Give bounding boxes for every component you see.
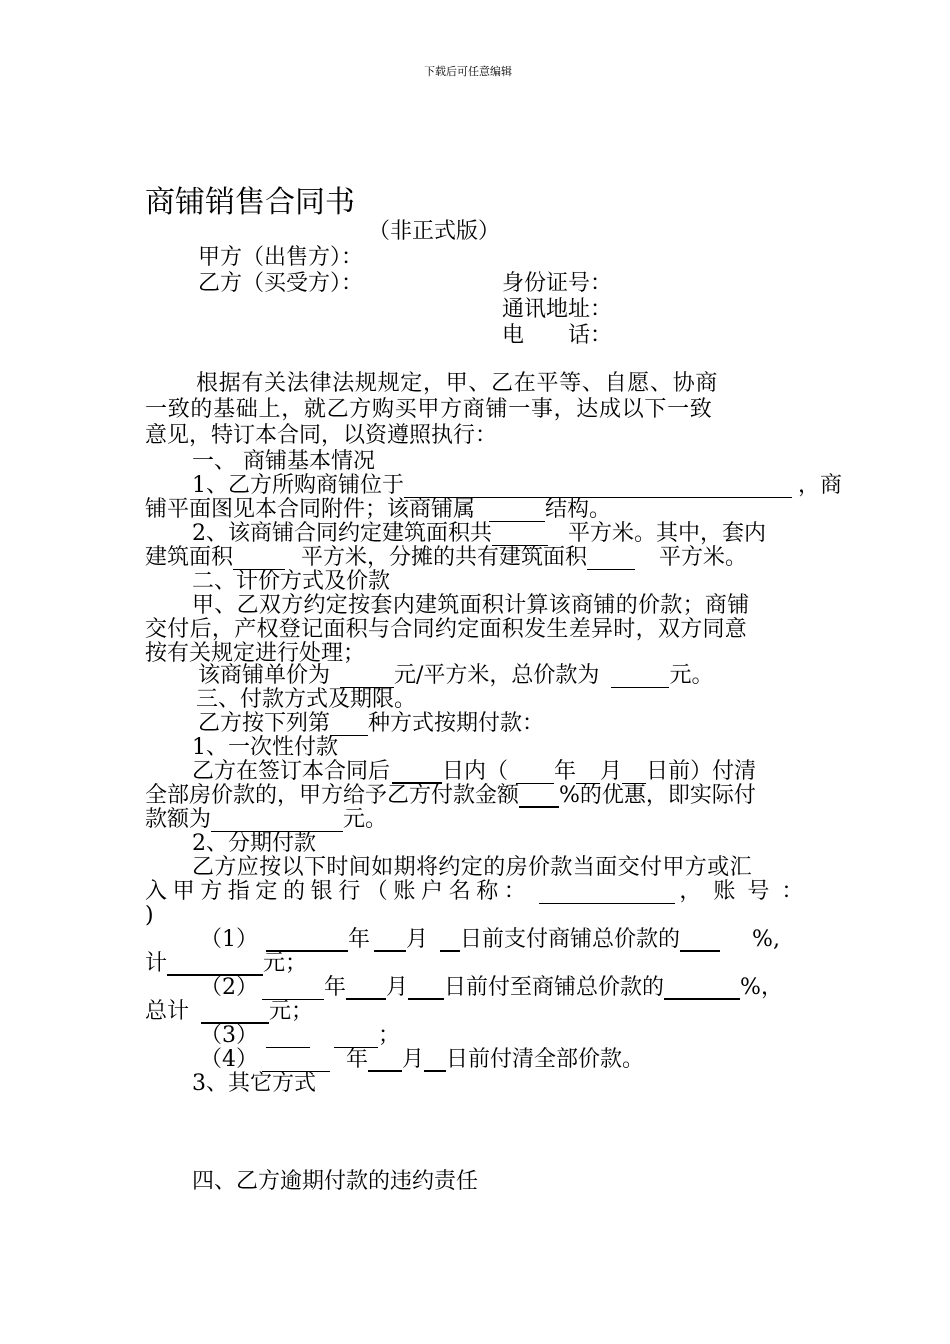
page-header: 下载后可任意编辑	[424, 65, 512, 78]
section-3-heading: 三、付款方式及期限。	[196, 687, 417, 712]
installment-4: （4） 年 月 日前付清全部价款。	[200, 1047, 645, 1072]
s1-line-4: 建筑面积 平方米，分摊的共有建筑面积 平方米。	[145, 545, 748, 570]
s2-line-1: 甲、乙双方约定按套内建筑面积计算该商铺的价款；商铺	[192, 593, 750, 618]
section-1-heading: 一、 商铺基本情况	[192, 449, 375, 474]
installment-1: （1） 年 月 日前支付商铺总价款的 %,	[200, 927, 780, 952]
installment-3: （3） ；	[200, 1023, 401, 1048]
s2-price-line: 该商铺单价为 元/平方米，总价款为 元。	[198, 663, 714, 688]
s2-line-3: 按有关规定进行处理；	[145, 641, 366, 666]
installment-2: （2） 年 月 日前付至商铺总价款的 %，	[200, 975, 783, 1000]
s2-line-2: 交付后，产权登记面积与合同约定面积发生差异时，双方同意	[145, 617, 748, 642]
id-number-label: 身份证号：	[502, 271, 613, 296]
m1-line-2: 全部房价款的，甲方给予乙方付款金额 %的优惠，即实际付	[145, 783, 756, 808]
m2-line-1: 乙方应按以下时间如期将约定的房价款当面交付甲方或汇	[192, 855, 753, 880]
address-label: 通讯地址：	[502, 297, 613, 322]
m1-line-1: 乙方在签订本合同后 日内（ 年 月 日前）付清	[192, 759, 757, 784]
m1-line-3: 款额为 元。	[145, 807, 388, 832]
method-2-heading: 2、分期付款	[192, 831, 316, 856]
document-title: 商铺销售合同书	[145, 185, 355, 220]
method-1-heading: 1、一次性付款	[192, 735, 338, 760]
m2-line-3: )	[145, 903, 154, 928]
installment-1-total: 计 元；	[145, 951, 308, 976]
s1-line-3: 2、该商铺合同约定建筑面积共 平方米。其中，套内	[192, 521, 767, 546]
s1-line-2: 铺平面图见本合同附件；该商铺属 结构。	[145, 497, 612, 522]
s1-line-1: 1、乙方所购商铺位于 ，商	[192, 473, 843, 498]
section-2-heading: 二、计价方式及价款	[192, 569, 391, 594]
phone-label: 电 话：	[502, 323, 613, 348]
party-a-label: 甲方（出售方）：	[198, 245, 364, 270]
m2-line-2: 入甲方指定的银行（账户名称： ，账号：	[145, 879, 816, 904]
s3-choose-line: 乙方按下列第 种方式按期付款：	[198, 711, 545, 736]
section-4-heading: 四、乙方逾期付款的违约责任	[192, 1169, 479, 1194]
document-subtitle: （非正式版）	[368, 219, 501, 244]
intro-line-3: 意见，特订本合同，以资遵照执行：	[145, 423, 498, 448]
installment-2-total: 总计 元；	[145, 999, 314, 1024]
intro-line-2: 一致的基础上，就乙方购买甲方商铺一事，达成以下一致	[145, 397, 713, 422]
party-b-label: 乙方（买受方）：	[198, 271, 364, 296]
method-3-heading: 3、其它方式	[192, 1071, 316, 1096]
intro-line-1: 根据有关法律法规规定，甲、乙在平等、自愿、协商	[196, 371, 719, 396]
